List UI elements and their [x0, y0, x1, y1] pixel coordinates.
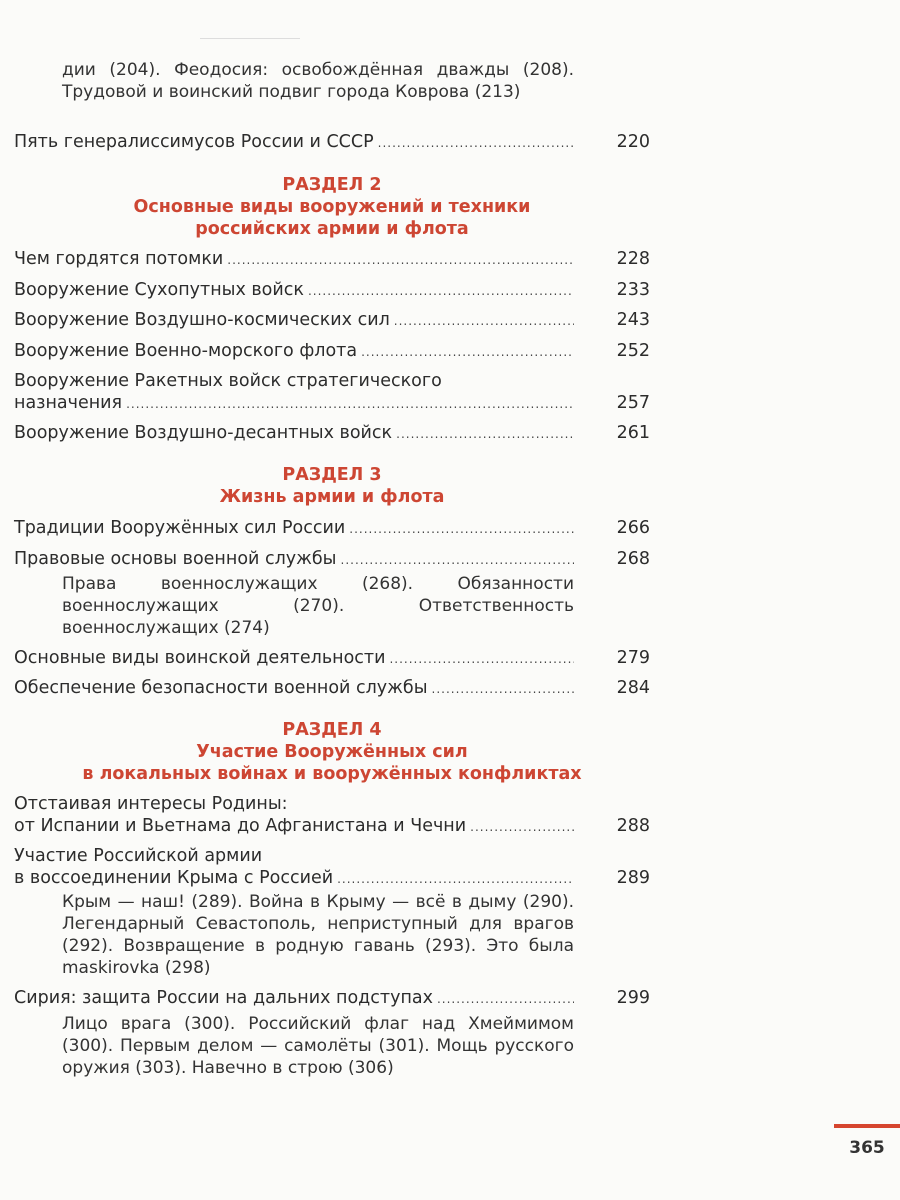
toc-entry-navy[interactable] [14, 340, 650, 363]
section-4-heading [14, 719, 650, 785]
page-ref: 261 [616, 423, 650, 443]
toc-entry-syria[interactable] [14, 987, 650, 1010]
entry-title-line: назначения [14, 393, 123, 413]
leader-dots [337, 868, 574, 890]
page-ref: 279 [616, 648, 650, 668]
toc-entry-generalissimos[interactable] [14, 131, 650, 154]
leader-dots [361, 341, 574, 363]
entry-title-line: от Испании и Вьетнама до Афганистана и Чечни [14, 816, 467, 836]
toc-entry-rocket-forces[interactable] [14, 370, 650, 415]
page-ref: 228 [616, 249, 650, 269]
leader-dots [126, 393, 574, 415]
leader-dots [470, 816, 574, 838]
toc-entry-crimea[interactable] [14, 845, 650, 890]
legal-subtopics: Права военнослужащих (268). Обязанности военнослужащих (270). Ответственность военнослужащих (274) [62, 574, 574, 638]
leader-dots [389, 648, 574, 670]
top-rule [200, 38, 300, 39]
entry-title: Пять генералиссимусов России и СССР [14, 132, 374, 152]
page-ref: 233 [616, 280, 650, 300]
entry-title: Обеспечение безопасности военной службы [14, 678, 428, 698]
entry-title: Сирия: защита России на дальних подступах [14, 988, 433, 1008]
entry-title: Вооружение Воздушно-десантных войск [14, 423, 393, 443]
toc-entry-pride[interactable] [14, 248, 650, 271]
toc-entry-traditions[interactable] [14, 517, 650, 540]
page-ref: 220 [616, 132, 650, 152]
entry-title: Вооружение Воздушно-космических сил [14, 310, 390, 330]
toc-entry-aerospace[interactable] [14, 309, 650, 332]
section-label: РАЗДЕЛ 2 [282, 175, 382, 195]
page-ref: 288 [616, 816, 650, 836]
crimea-subtopics: Крым — наш! (289). Война в Крыму — всё в дыму (290). Легендарный Севастополь, неприступный для врагов (292). Возвращение в родную гавань (293). Это была maskirovka (298) [62, 892, 574, 978]
page-ref: 299 [616, 988, 650, 1008]
page-number-badge: 365 [834, 1124, 900, 1170]
syria-subtopics: Лицо врага (300). Российский флаг над Хмеймимом (300). Первым делом — самолёты (301). Мощь русского оружия (303). Навечно в строю (306) [62, 1014, 574, 1078]
page-ref: 266 [616, 518, 650, 538]
entry-title-line: Отстаивая интересы Родины: [14, 794, 288, 814]
page-ref: 284 [616, 678, 650, 698]
continued-subtopics: дии (204). Феодосия: освобождённая дважды (208). Трудовой и воинский подвиг города Коврова (213) [62, 60, 574, 102]
leader-dots [396, 423, 574, 445]
toc-entry-defending[interactable] [14, 793, 650, 838]
entry-title: Вооружение Сухопутных войск [14, 280, 304, 300]
section-label: РАЗДЕЛ 4 [282, 720, 382, 740]
leader-dots [308, 280, 574, 302]
entry-title: Традиции Вооружённых сил России [14, 518, 346, 538]
leader-dots [349, 518, 574, 540]
page-ref: 268 [616, 549, 650, 569]
section-title-line: российских армии и флота [195, 219, 469, 239]
section-2-heading [14, 174, 650, 240]
page-ref: 243 [616, 310, 650, 330]
entry-title-line: Участие Российской армии [14, 846, 263, 866]
section-title-line: в локальных войнах и вооружённых конфликтах [82, 764, 582, 784]
page-ref: 257 [616, 393, 650, 413]
section-label: РАЗДЕЛ 3 [282, 465, 382, 485]
toc-entry-activity[interactable] [14, 647, 650, 670]
leader-dots [378, 132, 574, 154]
section-title-line: Жизнь армии и флота [219, 487, 445, 507]
toc-entry-legal[interactable] [14, 548, 650, 571]
leader-dots [437, 988, 574, 1010]
entry-title: Чем гордятся потомки [14, 249, 224, 269]
toc-entry-airborne[interactable] [14, 422, 650, 445]
entry-title: Правовые основы военной службы [14, 549, 337, 569]
leader-dots [394, 310, 574, 332]
entry-title-line: в воссоединении Крыма с Россией [14, 868, 334, 888]
entry-title-line: Вооружение Ракетных войск стратегического [14, 371, 442, 391]
section-title-line: Основные виды вооружений и техники [133, 197, 531, 217]
page-ref: 252 [616, 341, 650, 361]
toc-entry-safety[interactable] [14, 677, 650, 700]
toc-entry-ground-forces[interactable] [14, 279, 650, 302]
leader-dots [432, 678, 574, 700]
section-3-heading [14, 464, 650, 508]
entry-title: Вооружение Военно-морского флота [14, 341, 358, 361]
leader-dots [341, 549, 575, 571]
leader-dots [227, 249, 574, 271]
page-ref: 289 [616, 868, 650, 888]
section-title-line: Участие Вооружённых сил [196, 742, 468, 762]
entry-title: Основные виды воинской деятельности [14, 648, 386, 668]
